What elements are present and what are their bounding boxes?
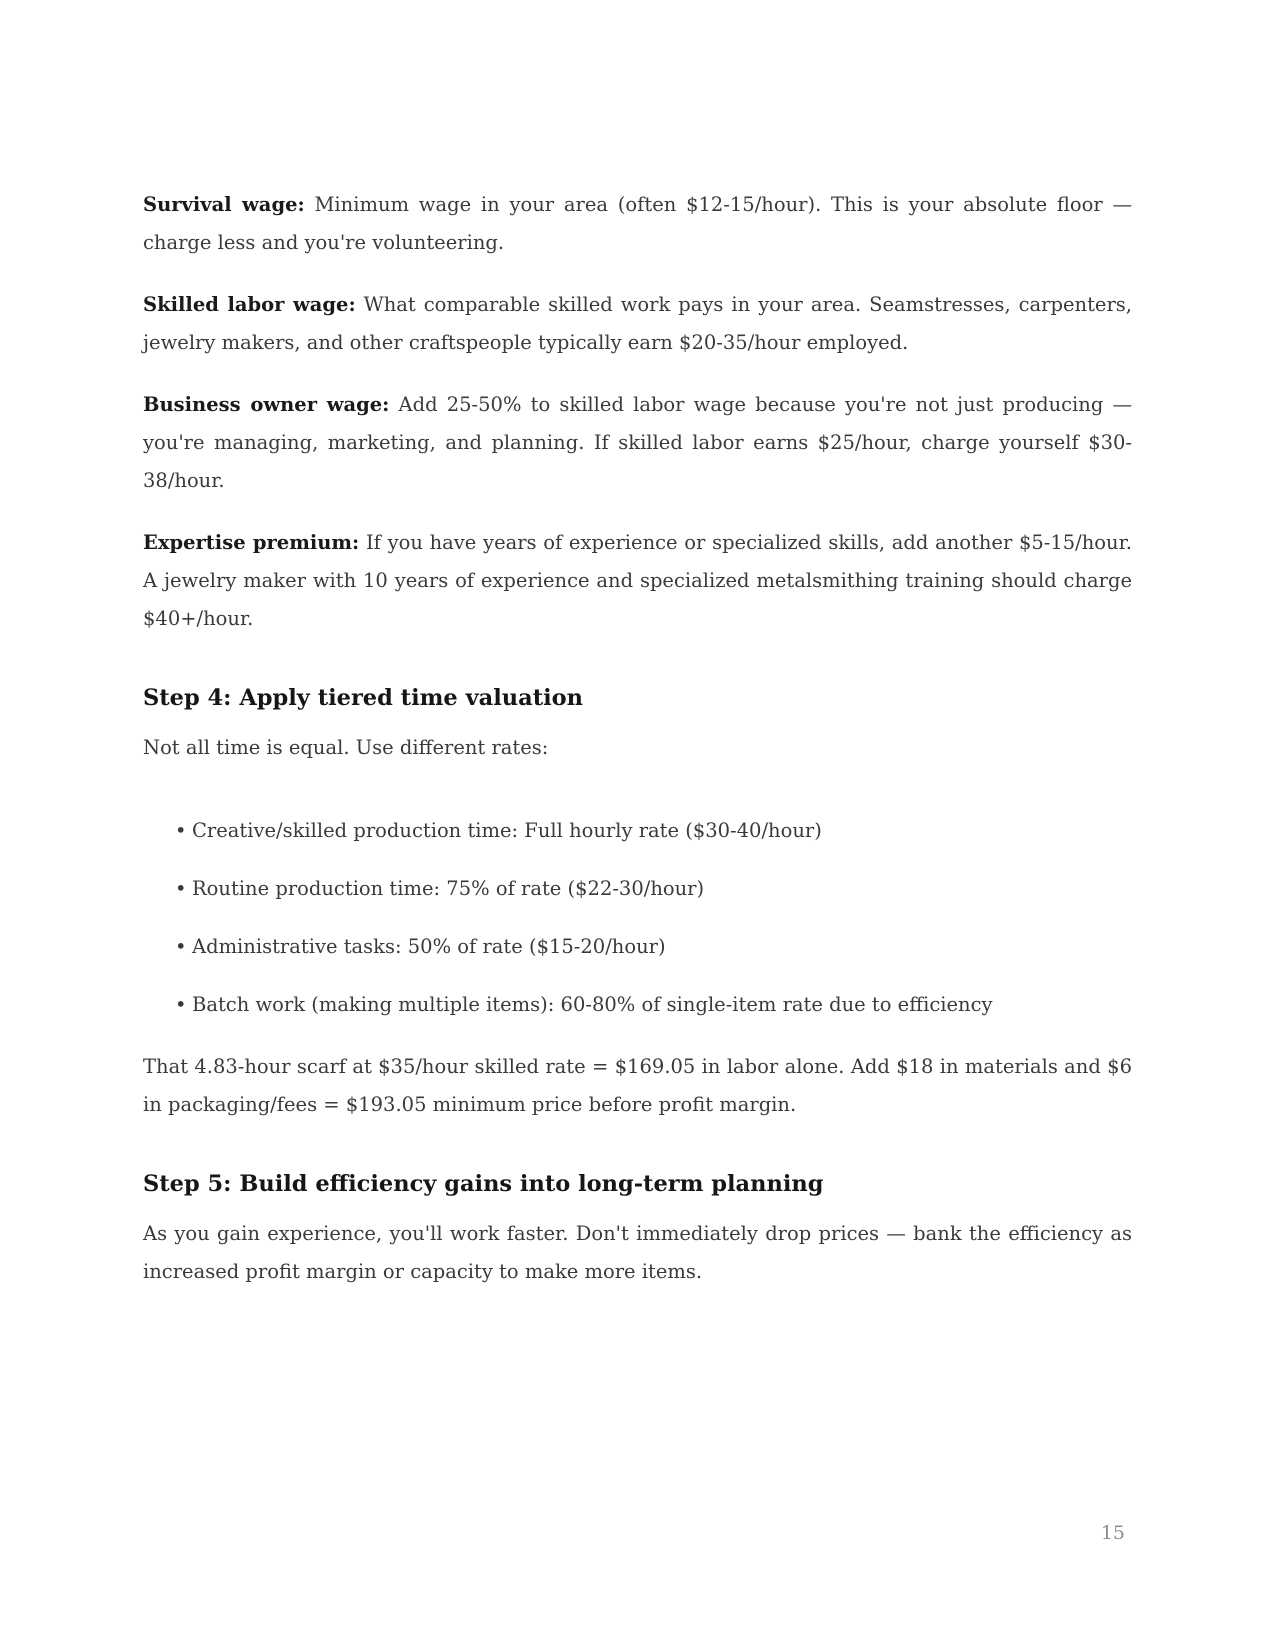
list-item-administrative-tasks: • Administrative tasks: 50% of rate ($15-20/hour): [143, 928, 1132, 966]
paragraph-expertise-premium: [143, 524, 1132, 638]
paragraph-survival-wage: [143, 186, 1132, 262]
paragraph-skilled-labor-wage: [143, 286, 1132, 362]
paragraph-business-owner-wage: [143, 386, 1132, 500]
text-survival-wage: Minimum wage in your area (often $12-15/hour). This is your absolute floor — charge less and you're volunteering.: [143, 193, 1132, 254]
lead-skilled-labor-wage: Skilled labor wage:: [143, 293, 356, 316]
list-item-batch-work: • Batch work (making multiple items): 60-80% of single-item rate due to efficiency: [143, 986, 1132, 1024]
rate-bullet-list: [143, 812, 1132, 1024]
list-item-creative-time: • Creative/skilled production time: Full hourly rate ($30-40/hour): [143, 812, 1132, 850]
text-skilled-labor-wage: What comparable skilled work pays in your area. Seamstresses, carpenters, jewelry makers, and other craftspeople typically earn $20-35/hour employed.: [143, 293, 1132, 354]
page-number: 15: [1100, 1522, 1125, 1544]
lead-business-owner-wage: Business owner wage:: [143, 393, 390, 416]
paragraph-closing: As you gain experience, you'll work faster. Don't immediately drop prices — bank the efficiency as increased profit margin or capacity to make more items.: [143, 1222, 1132, 1283]
lead-survival-wage: Survival wage:: [143, 193, 305, 216]
text-expertise-premium: If you have years of experience or specialized skills, add another $5-15/hour. A jewelry maker with 10 years of experience and specialized metalsmithing training should charge $40+/hour.: [143, 531, 1132, 630]
paragraph-scarf-math: That 4.83-hour scarf at $35/hour skilled rate = $169.05 in labor alone. Add $18 in materials and $6 in packaging/fees = $193.05 minimum price before profit margin.: [143, 1055, 1132, 1116]
paragraph-rates-intro: Not all time is equal. Use different rates:: [143, 736, 549, 759]
heading-step-4: Step 4: Apply tiered time valuation: [143, 685, 584, 711]
heading-step-5: Step 5: Build efficiency gains into long-term planning: [143, 1171, 824, 1197]
text-business-owner-wage: Add 25-50% to skilled labor wage because you're not just producing — you're managing, marketing, and planning. If skilled labor earns $25/hour, charge yourself $30-38/hour.: [143, 393, 1132, 492]
list-item-routine-time: • Routine production time: 75% of rate ($22-30/hour): [143, 870, 1132, 908]
lead-expertise-premium: Expertise premium:: [143, 531, 360, 554]
